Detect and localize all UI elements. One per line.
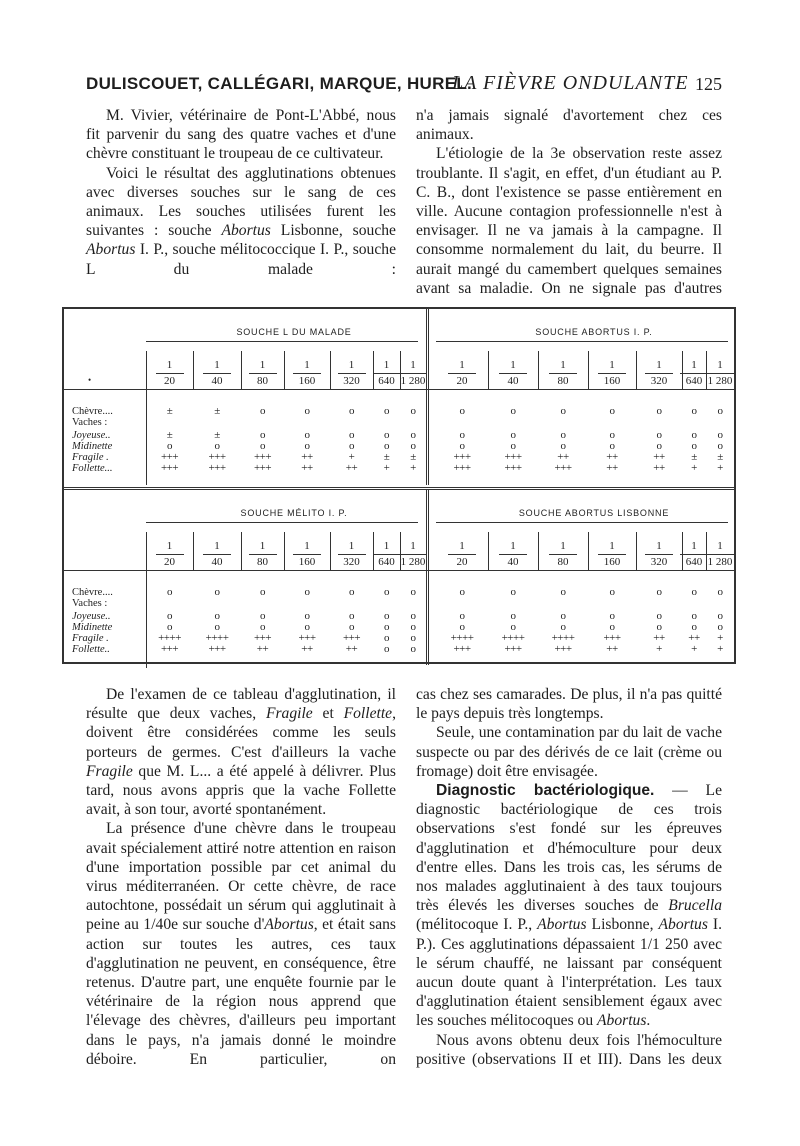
dilution-label: 1 320 [639,540,679,569]
agglutination-value: +++ [298,632,316,644]
agglutination-value: o [691,621,697,633]
agglutination-value: ++ [653,632,665,644]
agglutination-value: o [349,440,354,452]
paragraph: cas chez ses camarades. De plus, il n'a pas quitté le pays depuis très longtemps. [416,686,722,723]
column-right-top [416,106,722,298]
agglutination-value: o [656,440,662,452]
agglutination-value: o [510,586,516,598]
agglutination-value: o [167,621,172,633]
agglutination-value: +++ [160,462,179,474]
agglutination-value: o [609,621,615,633]
agglutination-value: o [410,429,416,441]
agglutination-value: o [384,586,389,598]
agglutination-value: +++ [253,632,272,644]
paragraph: L'étiologie de la 3e observation reste assez troublante. Il s'agit, en effet, d'un étudiant au P. C. B., dont l'existence se passe entièrement en ville. Aucune contagion professionnelle n'est à envisager. Il ne va jamais à la campagne. Il consomme normalement du lait, du beurre. Il aurait mangé du camembert quelques semaines avant sa maladie. On ne signale pas d'autres [416,145,722,297]
agglutination-value: ++++ [158,632,181,644]
agglutination-value: o [609,440,615,452]
agglutination-value: o [691,610,697,622]
agglutination-value: o [410,440,416,452]
dilution-label: 1 1 280 [707,540,733,568]
agglutination-value: +++ [208,462,226,474]
paragraph: La présence d'une chèvre dans le troupeau avait spécialement attiré notre attention en raison d'une importation possible par cet animal du virus méditerranéen. Or cette chèvre, de race autochtone, possédait un sérum qui agglutinait à peine au 1/40e sur souche d'Abortus, et était sans action sur toutes les autres, ces taux d'agglutination ne peuvent, en conséquence, être retenus. D'autre part, une enquête fournie par le vétérinaire de la région nous apprend que l'élevage des chèvres, d'ailleurs peu important dans le pays, n'a jamais donné le moindre déboire. En particulier, on [86,820,396,1068]
agglutination-value: +++ [453,451,471,463]
agglutination-value: +++ [342,632,361,644]
agglutination-value: o [349,429,354,441]
agglutination-value: o [560,621,566,633]
row-label: Joyeuse.. [72,611,111,622]
header-authors: DULISCOUET, CALLÉGARI, MARQUE, HUREL. [86,74,473,93]
agglutination-value: ++ [345,643,358,655]
agglutination-value: ++ [301,462,313,474]
dilution-label: 1 20 [150,540,190,569]
agglutination-value: o [691,405,697,417]
agglutination-value: + [410,462,416,474]
agglutination-value: + [717,462,723,474]
agglutination-value: o [384,632,389,644]
dilution-label: 1 40 [493,540,533,569]
agglutination-value: +++ [504,643,522,655]
agglutination-value: o [717,429,723,441]
agglutination-value: +++ [208,451,226,463]
agglutination-value: o [560,586,566,598]
agglutination-value: o [459,586,465,598]
agglutination-value: o [717,440,723,452]
agglutination-value: o [459,440,465,452]
agglutination-value: o [349,621,354,633]
agglutination-value: o [510,610,516,622]
agglutination-value: o [510,440,516,452]
dilution-label: 1 1 280 [707,359,733,387]
dilution-label: 1 320 [332,540,372,569]
row-label: Vaches : [72,417,108,428]
agglutination-value: o [410,610,416,622]
agglutination-value: o [304,621,310,633]
dilution-label: 1 160 [287,540,327,569]
agglutination-value: o [167,586,172,598]
agglutination-value: ± [214,405,220,417]
table-rule [284,532,285,570]
running-header [86,72,722,98]
table-rule [636,351,637,389]
agglutination-value: o [459,429,465,441]
agglutination-value: + [717,632,723,644]
agglutination-value: +++ [208,643,226,655]
agglutination-value: o [410,632,416,644]
agglutination-value: ++++ [551,632,575,644]
agglutination-value: o [260,621,265,633]
agglutination-value: o [214,621,220,633]
paragraph: n'a jamais signalé d'avortement chez ces animaux. [416,107,722,144]
agglutination-value: o [656,429,662,441]
dilution-label: 1 40 [493,359,533,388]
row-label: Fragile . [72,633,109,644]
strain-title-l-malade: SOUCHE L DU MALADE [236,327,352,337]
row-label: Midinette [72,441,113,452]
row-label: Midinette [72,622,113,633]
agglutination-value: ± [166,429,173,441]
dilution-label: 1 640 [367,540,407,569]
agglutination-value: ± [214,429,220,441]
agglutination-value: o [459,405,465,417]
agglutination-value: o [214,440,220,452]
dilution-label: 1 80 [543,359,583,388]
row-label: Chèvre.... [72,406,113,417]
agglutination-value: o [560,429,566,441]
dilution-label: 1 1 280 [400,540,426,568]
table-rule [588,532,589,570]
column-left-top [86,106,396,279]
dilution-label: 1 640 [674,359,714,388]
agglutination-value: +++ [253,462,272,474]
table-rule [588,351,589,389]
dilution-label: 1 640 [367,359,407,388]
agglutination-value: o [656,610,662,622]
agglutination-value: o [691,429,697,441]
agglutination-value: o [609,429,615,441]
agglutination-table [62,307,736,664]
agglutination-value: + [691,462,697,474]
agglutination-value: o [260,405,265,417]
table-rule [538,532,539,570]
agglutination-value: o [260,586,265,598]
row-label: Vaches : [72,598,108,609]
agglutination-value: ++ [301,451,313,463]
agglutination-value: + [691,643,697,655]
agglutination-value: o [384,621,389,633]
agglutination-value: +++ [603,632,621,644]
agglutination-value: o [410,586,416,598]
agglutination-value: ++ [256,643,269,655]
agglutination-value: o [384,643,389,655]
agglutination-value: o [167,440,172,452]
agglutination-value: +++ [554,643,572,655]
agglutination-value: o [609,586,615,598]
agglutination-value: o [410,405,416,417]
agglutination-value: ++ [653,451,665,463]
agglutination-value: + [383,462,390,474]
agglutination-value: o [717,621,723,633]
dilution-label: 1 40 [197,359,237,388]
agglutination-value: o [459,610,465,622]
strain-brace [436,341,728,348]
agglutination-value: o [717,610,723,622]
dilution-label: 1 80 [243,540,283,569]
row-label: Follette.. [72,644,110,655]
agglutination-value: ++ [606,451,618,463]
strain-brace [146,341,418,348]
agglutination-value: ++++ [501,632,525,644]
dilution-label: 1 20 [150,359,190,388]
agglutination-value: o [167,610,172,622]
row-label: Chèvre.... [72,587,113,598]
agglutination-value: o [384,440,389,452]
dilution-label: 1 20 [442,359,482,388]
dilution-label: 1 320 [639,359,679,388]
agglutination-value: ++ [301,643,313,655]
agglutination-value: ++ [606,643,618,655]
agglutination-value: ++++ [450,632,474,644]
table-rule [636,532,637,570]
dilution-label: 1 40 [197,540,237,569]
agglutination-value: +++ [453,643,471,655]
agglutination-value: o [510,405,516,417]
agglutination-value: ± [166,405,173,417]
agglutination-value: ± [717,451,723,463]
agglutination-value: o [349,610,354,622]
agglutination-value: o [410,643,416,655]
table-rule [284,351,285,389]
agglutination-value: o [384,405,389,417]
dilution-label: 1 320 [332,359,372,388]
column-right-bottom [416,685,722,1069]
agglutination-value: o [717,586,723,598]
agglutination-value: + [717,643,723,655]
agglutination-value: +++ [160,643,179,655]
row-label: Joyeuse.. [72,430,111,441]
agglutination-value: o [384,429,389,441]
agglutination-value: o [560,405,566,417]
agglutination-value: ++ [688,632,700,644]
dilution-label: 1 20 [442,540,482,569]
dilution-label: 1 80 [243,359,283,388]
agglutination-value: o [691,586,697,598]
strain-brace [146,522,418,529]
paragraph: De l'examen de ce tableau d'agglutination, il résulte que deux vaches, Fragile et Follette, doivent être considérées comme les seuls porteurs de germes. C'est d'ailleurs la vache Fragile que M. L... a été appelé à délivrer. Plus tard, nous avons appris que la vache Follette avait, à son tour, avorté spontanément. [86,686,396,819]
agglutination-value: +++ [253,451,272,463]
agglutination-value: o [560,610,566,622]
dilution-label: 1 160 [592,540,632,569]
table-rule [193,532,194,570]
agglutination-value: ± [691,451,697,463]
row-label: Follette... [72,463,113,474]
table-rule [193,351,194,389]
agglutination-value: o [410,621,416,633]
section-heading: Diagnostic bactériologique. [436,782,655,800]
column-left-bottom [86,685,396,1069]
agglutination-value: ++ [557,451,569,463]
agglutination-value: o [260,440,265,452]
agglutination-value: o [384,610,389,622]
agglutination-value: o [656,405,662,417]
agglutination-value: ++++ [205,632,229,644]
agglutination-value: ++ [345,462,358,474]
agglutination-value: o [304,610,310,622]
agglutination-value: o [691,440,697,452]
agglutination-value: o [560,440,566,452]
agglutination-value: o [214,610,220,622]
agglutination-value: o [349,405,354,417]
table-section-bottom [64,487,734,665]
agglutination-value: + [656,643,662,655]
agglutination-value: o [717,405,723,417]
agglutination-value: o [304,405,310,417]
paragraph: Seule, une contamination par du lait de vache suspecte ou par des dérivés de ce lait (crème ou fromage) doit être envisagée. [416,724,722,780]
agglutination-value: o [510,621,516,633]
agglutination-value: o [304,429,310,441]
agglutination-value: o [459,621,465,633]
paragraph: Voici le résultat des agglutinations obtenues avec diverses souches sur le sang de ces animaux. Les souches utilisées furent les suivantes : souche Abortus Lisbonne, souche Abortus I. P., souche mélitococcique I. P., souche L du malade : [86,164,396,278]
strain-title-abortus-ip: SOUCHE ABORTUS I. P. [535,327,653,337]
strain-title-abortus-lisbonne: SOUCHE ABORTUS LISBONNE [518,508,670,518]
table-rule [538,351,539,389]
agglutination-value: +++ [453,462,471,474]
agglutination-value: o [656,621,662,633]
agglutination-value: ± [383,451,390,463]
header-title: LA FIÈVRE ONDULANTE [452,72,689,94]
agglutination-value: o [304,586,310,598]
agglutination-value: +++ [160,451,179,463]
agglutination-value: ++ [606,462,618,474]
dilution-label: 1 80 [543,540,583,569]
agglutination-value: o [510,429,516,441]
paragraph: M. Vivier, vétérinaire de Pont-L'Abbé, nous fit parvenir du sang des quatre vaches et d'une chèvre constituant le troupeau de ce cultivateur. [86,107,396,163]
agglutination-value: o [609,405,615,417]
page-number: 125 [695,74,722,94]
agglutination-value: o [260,429,265,441]
table-rule [64,389,734,390]
agglutination-value: o [349,586,354,598]
dilution-label: 1 160 [592,359,632,388]
agglutination-value: ± [410,451,416,463]
agglutination-value: ++ [653,462,665,474]
strain-title-melito-ip: SOUCHE MÉLITO I. P. [240,508,348,518]
agglutination-value: +++ [504,451,522,463]
agglutination-value: + [348,451,355,463]
dilution-label: 1 1 280 [400,359,426,387]
agglutination-value: +++ [504,462,522,474]
paragraph: Nous avons obtenu deux fois l'hémoculture positive (observations II et III). Dans les deux [416,1031,722,1068]
agglutination-value: +++ [554,462,572,474]
dilution-label: 1 160 [287,359,327,388]
agglutination-value: o [260,610,265,622]
agglutination-value: o [609,610,615,622]
row-label: Fragile . [72,452,109,463]
table-rule [64,570,734,571]
agglutination-value: o [656,586,662,598]
agglutination-value: o [304,440,310,452]
table-section-top: • SOUCHE L DU MALADE SOUCHE ABORTUS I. P. 1 20 1 40 1 80 1 160 1 320 1 640 1 1 280 1 20 1 40 1 80 1 160 1 320 1 640 1 1 280 Chèvre.... Vaches : Joyeuse.. Midinette Fragile . Follette... ± ± o o o o o ± ± o o o o o o o o o o o o +++ +++ +++ ++ + ± ± +++ +++ +++ ++ ++ + + o o o o o o o o o o o o o o o o o o o o o +++ +++ ++ ++ ++ ± ± +++ +++ +++ ++ ++ + + [64,309,734,485]
agglutination-value: o [214,586,220,598]
strain-brace [436,522,728,529]
table-rule [488,532,489,570]
dilution-label: 1 640 [674,540,714,569]
table-rule [488,351,489,389]
paragraph: Diagnostic bactériologique. — Le diagnostic bactériologique de ces trois observations s'est fondé sur les épreuves d'agglutination et d'hémoculture pour deux d'entre elles. Dans les trois cas, les sérums de nos malades agglutinaient à des taux toujours très élevés les diverses souches de Brucella (mélitocoque I. P., Abortus Lisbonne, Abortus I. P.). Ces agglutinations dépassaient 1/1 250 avec le sérum chauffé, ne laissant par conséquent aucun doute quant à l'interprétation. Les taux d'agglutination étaient sensiblement égaux avec les souches mélitocoques ou Abortus. [416,782,722,1030]
